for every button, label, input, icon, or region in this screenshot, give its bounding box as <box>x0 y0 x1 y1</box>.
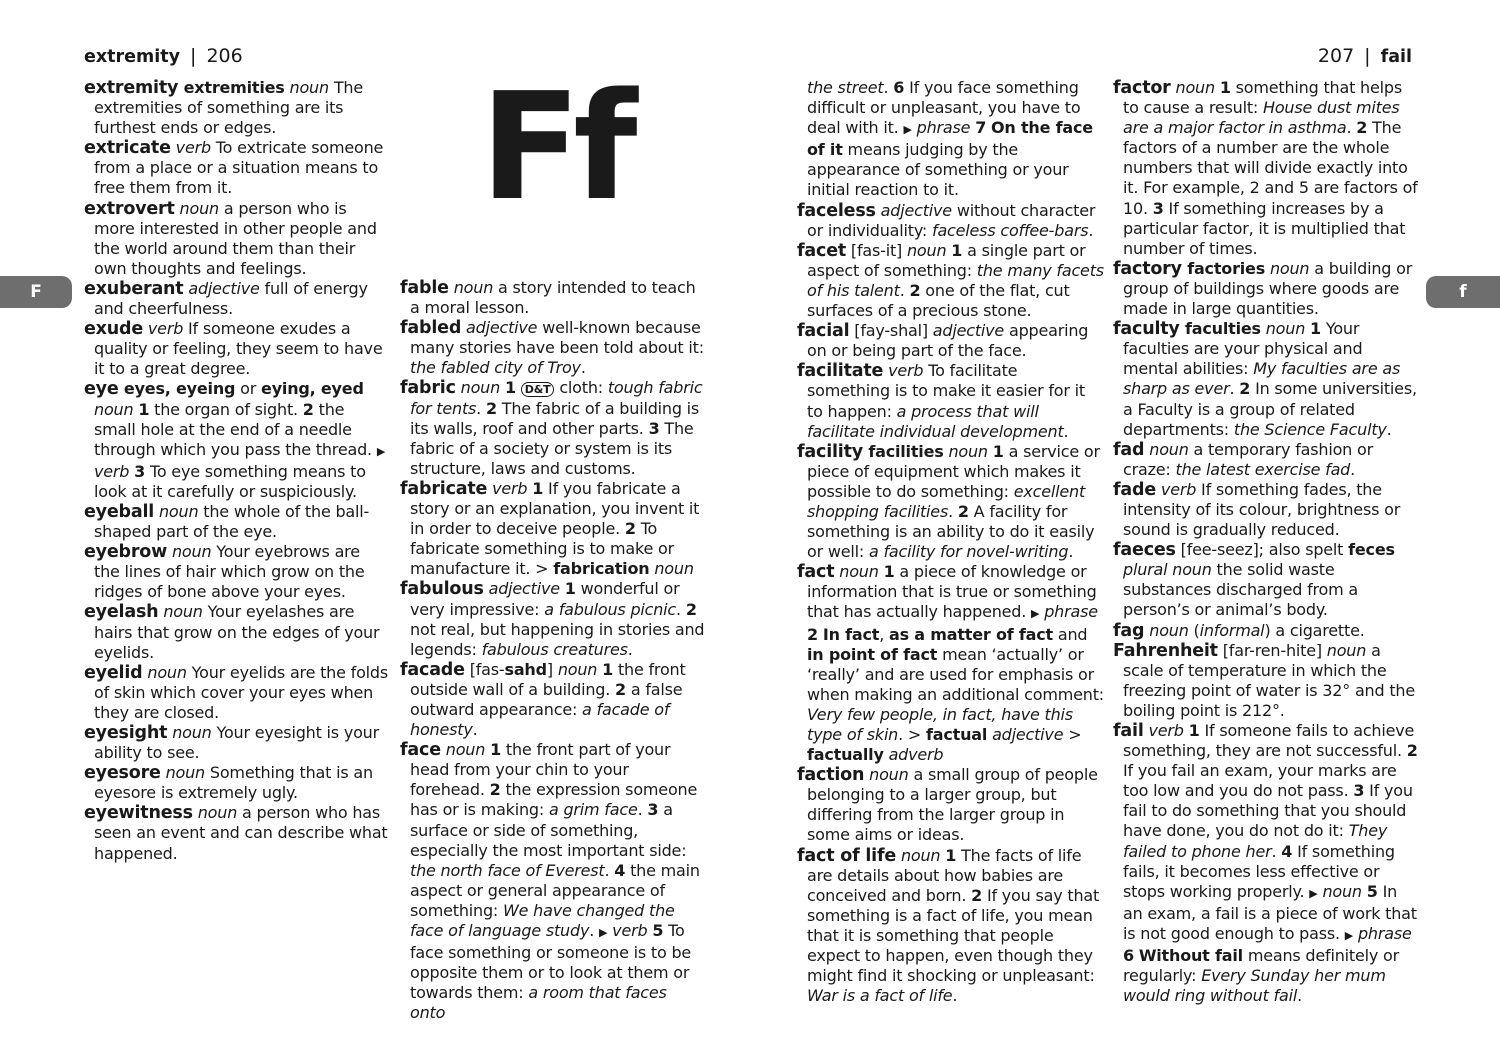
italic-text: noun <box>839 562 879 582</box>
entry-headword: fact <box>797 562 835 583</box>
italic-text: noun <box>197 803 238 823</box>
dictionary-entry: fabled adjective well-known because many stories have been told about it: the fabled city of Troy. <box>400 318 704 378</box>
entry-headword: fabulous <box>400 579 484 600</box>
sense-number: 1 <box>992 441 1004 461</box>
italic-text: noun <box>1322 881 1362 901</box>
italic-text: a facade of honesty <box>410 699 670 740</box>
entry-headword: facet <box>797 240 847 261</box>
arrow-icon: ▶ <box>599 926 608 939</box>
entry-headword: fade <box>1113 479 1157 500</box>
dictionary-entry: eyewitness noun a person who has seen an event and can describe what happened. <box>84 803 388 863</box>
dictionary-entry: facilitate verb To facilitate something is to make it easier for it to happen: a process that will facilitate individual development. <box>797 361 1085 441</box>
sense-number: 2 <box>489 780 501 800</box>
sense-number: 3 <box>647 800 659 820</box>
italic-text: noun <box>147 662 187 682</box>
dictionary-entry: eyelash noun Your eyelashes are hairs that grow on the edges of your eyelids. <box>84 602 380 662</box>
entry-headword: fable <box>400 278 449 298</box>
dictionary-entry: fag noun (informal) a cigarette. <box>1113 620 1365 641</box>
entry-headword: Fahrenheit <box>1113 640 1218 661</box>
entry-headword: eyelid <box>84 662 143 683</box>
sense-number: 2 <box>1239 379 1251 399</box>
inflection-bold: feces <box>1348 540 1395 560</box>
inflection-bold: eyes, eyeing <box>118 379 236 399</box>
italic-text: noun <box>171 542 212 562</box>
dictionary-entry: fail verb 1 If someone fails to achieve something, they are not successful. 2 If you fail an exam, your marks are too low and you do not pass. 3 If you fail to do something that you should have done, you do not do it: They failed to phone her. 4 If something fails, it becomes less effective or stops working properly. ▶ noun 5 In an exam, a fail is a piece of work that is not good enough to pass. ▶ phrase 6 Without fail means definitely or regularly: Every Sunday her mum would ring without fail. <box>1113 721 1418 1006</box>
italic-text: verb <box>147 319 184 339</box>
italic-text: They failed to phone her <box>1123 821 1388 861</box>
entry-headword: faceless <box>797 200 876 221</box>
italic-text: adverb <box>888 745 944 765</box>
inflection-bold: factual <box>926 725 988 744</box>
italic-text: noun <box>1269 258 1310 278</box>
italic-text: a grim face <box>548 800 638 820</box>
sense-number: 1 <box>1219 78 1231 97</box>
dictionary-entry: eyelid noun Your eyelids are the folds of skin which cover your eyes when they are closed. <box>84 662 389 722</box>
inflection-bold: in point of fact <box>807 644 938 664</box>
entry-headword: eyewitness <box>84 803 193 824</box>
sense-number: 2 <box>302 399 314 419</box>
entry-headword: faeces <box>1113 540 1176 561</box>
sense-number: 2 <box>615 679 626 699</box>
italic-text: noun <box>460 378 501 398</box>
inflection-bold: On the face of it <box>807 118 1093 160</box>
dictionary-entry: faeces [fee-seez]; also spelt feces plural noun the solid waste substances discharged from a person’s or animal’s body. <box>1113 540 1395 620</box>
italic-text: adjective <box>992 725 1064 744</box>
italic-text: the Science Faculty <box>1233 419 1387 439</box>
entry-headword: eye <box>84 379 119 400</box>
entry-headword: factory <box>1113 258 1182 279</box>
entry-headword: eyelash <box>84 602 159 623</box>
italic-text: War is a fact of life <box>807 986 953 1006</box>
inflection-bold: facilities <box>862 441 944 461</box>
italic-text: verb <box>94 461 130 481</box>
sense-number: 3 <box>648 418 660 438</box>
entry-headword: faction <box>797 765 865 786</box>
entry-headword: eyebrow <box>84 542 168 563</box>
italic-text: adjective <box>880 200 952 220</box>
italic-text: phrase <box>1357 923 1412 943</box>
italic-text: Every Sunday her mum would ring without fail <box>1123 966 1386 1006</box>
italic-text: noun <box>1175 78 1215 97</box>
dictionary-entry: faction noun a small group of people belonging to a larger group, but differing from the larger group in some aims or ideas. <box>797 765 1098 845</box>
dictionary-entry: exuberant adjective full of energy and cheerfulness. <box>84 278 368 319</box>
dictionary-entry: extricate verb To extricate someone from a place or a situation means to free them from it. <box>84 138 384 198</box>
italic-text: verb <box>612 921 648 940</box>
sense-number: 1 <box>1310 319 1321 339</box>
sense-number: 6 <box>893 78 905 97</box>
entry-headword: extrovert <box>84 198 175 219</box>
sense-number: 2 <box>624 519 636 539</box>
entry-headword: extremity <box>84 78 179 98</box>
inflection-bold: factories <box>1181 258 1266 278</box>
entry-headword: eyesore <box>84 763 161 784</box>
subject-label: D&T <box>521 382 555 397</box>
italic-text: tough fabric for tents <box>410 378 703 418</box>
dictionary-entry: factor noun 1 something that helps to cause a result: House dust mites are a major factor in asthma. 2 The factors of a number are the whole numbers that will divide exactly into it. For example, 2 and 5 are factors of 10. 3 If something increases by a particular factor, it is multiplied that number of times. <box>1113 78 1418 258</box>
dictionary-column-2 <box>400 278 706 1023</box>
entry-headword: exude <box>84 319 144 340</box>
italic-text: noun <box>948 441 988 461</box>
italic-text: adjective <box>932 321 1005 341</box>
inflection-bold: as a matter of fact <box>889 624 1053 644</box>
dictionary-column-1 <box>84 78 390 864</box>
arrow-icon: ▶ <box>1309 886 1318 900</box>
italic-text: faceless coffee-bars <box>932 220 1089 240</box>
dictionary-entry: faculty faculties noun 1 Your faculties are your physical and mental abilities: My faculties are as sharp as ever. 2 In some universities, a Faculty is a group of related departments: the Science Faculty. <box>1113 319 1417 439</box>
entry-headword: fabricate <box>400 478 488 499</box>
dictionary-entry: eyesight noun Your eyesight is your ability to see. <box>84 723 379 763</box>
dictionary-entry: fabulous adjective 1 wonderful or very impressive: a fabulous picnic. 2 not real, but happening in stories and legends: fabulous creatures. <box>400 579 705 659</box>
inflection-bold: extremities <box>178 78 285 97</box>
italic-text: noun <box>289 78 329 97</box>
sense-number: 7 <box>975 118 987 138</box>
italic-text: fabulous creatures <box>481 639 628 659</box>
sense-number: 3 <box>1152 198 1164 218</box>
italic-text: noun <box>163 602 203 622</box>
sense-number: 5 <box>1366 881 1378 901</box>
sense-number: 3 <box>134 461 146 481</box>
italic-text: phrase <box>916 118 971 138</box>
sense-number: 4 <box>1281 841 1293 861</box>
running-head-left <box>84 44 243 69</box>
entry-headword: fail <box>1113 721 1144 741</box>
italic-text: excellent shopping facilities <box>807 481 1086 521</box>
italic-text: noun <box>165 763 205 783</box>
sense-number: 2 <box>957 501 969 521</box>
entry-headword: fabled <box>400 318 462 339</box>
italic-text: noun <box>172 723 212 742</box>
dictionary-column-4 <box>1113 78 1421 1006</box>
entry-headword: facility <box>797 441 863 462</box>
inflection-bold: sahd <box>504 659 547 679</box>
italic-text: noun <box>453 278 494 297</box>
sense-number: 2 <box>1356 118 1368 138</box>
italic-text: noun <box>1149 620 1189 640</box>
dictionary-entry: fact of life noun 1 The facts of life are details about how babies are conceived and born. 2 If you say that something is a fact of life, you mean that it is something that people expect to happen, even though they might find it shocking or unpleasant: War is a fact of life. <box>797 845 1100 1006</box>
sense-number: 2 <box>807 624 818 644</box>
sense-number: 4 <box>614 860 626 880</box>
italic-text: the latest exercise fad <box>1175 459 1351 479</box>
italic-text: adjective <box>488 579 560 599</box>
dictionary-column-3 <box>797 78 1105 1006</box>
italic-text: a process that will facilitate individual development <box>807 401 1064 441</box>
inflection-bold: In fact <box>822 624 880 644</box>
italic-text: noun <box>94 399 134 419</box>
arrow-icon: ▶ <box>1344 928 1354 942</box>
entry-headword: factor <box>1113 78 1171 98</box>
sense-number: 1 <box>951 240 963 260</box>
sense-number: 2 <box>1406 741 1418 761</box>
entry-headword: fabric <box>400 378 456 399</box>
dictionary-entry: the street. 6 If you face something difficult or unpleasant, you have to deal with it. ▶ phrase 7 On the face of it means judging by the appearance of something or your initial reaction to it. <box>807 78 1093 200</box>
italic-text: verb <box>1160 479 1197 499</box>
entry-headword: extricate <box>84 138 171 159</box>
dictionary-entry: exude verb If someone exudes a quality or feeling, they seem to have it to a great degree. <box>84 319 383 379</box>
dictionary-entry: facade [fas-sahd] noun 1 the front outside wall of a building. 2 a false outward appearance: a facade of honesty. <box>400 659 686 740</box>
section-letter: Ff <box>480 61 630 233</box>
italic-text: noun <box>900 845 941 865</box>
page-number: 206 <box>206 45 243 67</box>
entry-headword: eyesight <box>84 723 168 743</box>
arrow-icon: ▶ <box>376 444 386 458</box>
italic-text: verb <box>888 361 924 381</box>
sense-number: 1 <box>504 378 516 398</box>
sense-number: 2 <box>485 398 497 418</box>
italic-text: a room that faces onto <box>410 983 667 1023</box>
dictionary-entry: fad noun a temporary fashion or craze: the latest exercise fad. <box>1113 439 1373 479</box>
entry-headword: facial <box>797 321 850 342</box>
sense-number: 1 <box>138 399 150 419</box>
dictionary-entry: extremity extremities noun The extremities of something are its furthest ends or edges. <box>84 78 363 138</box>
italic-text: adjective <box>188 278 260 298</box>
header-separator: | <box>1364 45 1371 67</box>
sense-number: 1 <box>883 562 895 582</box>
italic-text: House dust mites are a major factor in asthma <box>1123 98 1400 138</box>
italic-text: adjective <box>466 318 538 338</box>
italic-text: My faculties are as sharp as ever <box>1123 359 1401 399</box>
sense-number: 1 <box>490 740 502 760</box>
dictionary-entry: fade verb If something fades, the intensity of its colour, brightness or sound is gradually reduced. <box>1113 479 1401 540</box>
header-separator: | <box>190 45 197 67</box>
dictionary-entry: extrovert noun a person who is more interested in other people and the world around them than their own thoughts and feelings. <box>84 198 377 278</box>
inflection-bold: fabrication <box>553 559 650 579</box>
entry-headword: face <box>400 740 441 761</box>
dictionary-entry: eyesore noun Something that is an eyesore is extremely ugly. <box>84 763 373 803</box>
sense-number: 1 <box>1188 721 1200 740</box>
sense-number: 2 <box>909 280 921 300</box>
italic-text: the street <box>807 78 884 97</box>
italic-text: phrase <box>1044 602 1098 622</box>
italic-text: a facility for novel-writing <box>868 542 1069 562</box>
dictionary-entry: facility facilities noun 1 a service or piece of equipment which makes it possible to do something: excellent shopping facilities. 2 A facility for something is an ability to do it easily or well: a facility for novel-writing. <box>797 441 1100 562</box>
inflection-bold: Without fail <box>1138 946 1243 966</box>
dictionary-entry: eyebrow noun Your eyebrows are the lines of hair which grow on the ridges of bone above your eyes. <box>84 542 365 602</box>
italic-text: noun <box>1265 319 1306 339</box>
entry-headword: exuberant <box>84 278 184 299</box>
italic-text: verb <box>175 138 211 158</box>
italic-text: the many facets of his talent <box>807 260 1104 300</box>
sense-number: 1 <box>945 845 957 865</box>
sense-number: 2 <box>685 599 697 619</box>
italic-text: noun <box>906 240 947 260</box>
dictionary-entry: faceless adjective without character or individuality: faceless coffee-bars. <box>797 200 1096 240</box>
sense-number: 5 <box>652 921 664 940</box>
italic-text: informal <box>1199 620 1265 640</box>
dictionary-entry: facial [fay-shal] adjective appearing on or being part of the face. <box>797 321 1089 361</box>
header-headword: extremity <box>84 47 181 67</box>
italic-text: verb <box>492 478 528 498</box>
entry-headword: facade <box>400 659 465 680</box>
entry-headword: facilitate <box>797 361 884 382</box>
italic-text: noun <box>557 659 598 679</box>
italic-text: Very few people, in fact, have this type of skin <box>807 704 1073 744</box>
sense-number: 6 <box>1123 946 1134 966</box>
running-head-right <box>1318 44 1412 69</box>
dictionary-entry: facet [fas-it] noun 1 a single part or aspect of something: the many facets of his talent. 2 one of the flat, cut surfaces of a precious stone. <box>797 240 1104 321</box>
thumb-index-tab-right: f <box>1426 276 1500 308</box>
sense-number: 2 <box>971 885 983 905</box>
page-number: 207 <box>1317 45 1355 67</box>
arrow-icon: ▶ <box>903 123 912 137</box>
italic-text: noun <box>158 501 199 521</box>
italic-text: verb <box>1148 721 1184 740</box>
dictionary-entry: fabric noun 1 D&T cloth: tough fabric for tents. 2 The fabric of a building is its walls, roof and other parts. 3 The fabric of a society or system is its structure, laws and customs. <box>400 378 703 478</box>
sense-number: 1 <box>602 659 614 679</box>
entry-headword: eyeball <box>84 501 155 522</box>
italic-text: noun <box>869 765 909 785</box>
dictionary-entry: factory factories noun a building or group of buildings where goods are made in large quantities. <box>1113 258 1413 319</box>
italic-text: noun <box>445 740 486 760</box>
dictionary-entry: eyeball noun the whole of the ball-shaped part of the eye. <box>84 501 370 542</box>
dictionary-entry: fabricate verb 1 If you fabricate a story or an explanation, you invent it in order to deceive people. 2 To fabricate something is to make or manufacture it. > fabrication noun <box>400 478 700 579</box>
entry-headword: fad <box>1113 439 1145 460</box>
italic-text: a fabulous picnic <box>544 599 677 619</box>
arrow-icon: ▶ <box>1031 607 1040 621</box>
dictionary-entry: face noun 1 the front part of your head from your chin to your forehead. 2 the expression someone has or is making: a grim face. 3 a surface or side of something, especially the most important side: the north face of Everest. 4 the main aspect or general appearance of something: We have changed the face of language study. ▶ verb 5 To face something or someone is to be opposite them or to look at them or towards them: a room that faces onto <box>400 740 700 1023</box>
dictionary-entry: eye eyes, eyeing or eying, eyed noun 1 the organ of sight. 2 the small hole at the end of a needle through which you pass the thread. ▶ verb 3 To eye something means to look at it carefully or suspiciously. <box>84 379 386 501</box>
dictionary-entry: Fahrenheit [far-ren-hite] noun a scale of temperature in which the freezing point of water is 32° and the boiling point is 212°. <box>1113 640 1416 720</box>
inflection-bold: factually <box>807 745 884 765</box>
dictionary-entry: fact noun 1 a piece of knowledge or information that is true or something that has actually happened. ▶ phrase 2 In fact, as a matter of fact and in point of fact mean ‘actually’ or ‘really’ and are used for emphasis or when making an additional comment: Very few people, in fact, have this type of skin. > factual adjective > factually adverb <box>797 562 1104 765</box>
entry-headword: fag <box>1113 620 1145 641</box>
sense-number: 3 <box>1353 781 1365 801</box>
sense-number: 1 <box>532 478 544 498</box>
italic-text: plural noun <box>1123 560 1212 580</box>
entry-headword: fact of life <box>797 845 897 866</box>
entry-headword: faculty <box>1113 319 1180 340</box>
dictionary-entry: fable noun a story intended to teach a moral lesson. <box>400 278 696 318</box>
header-headword: fail <box>1380 47 1412 67</box>
italic-text: noun <box>1326 640 1367 660</box>
inflection-bold: eying, eyed <box>261 379 364 399</box>
italic-text: noun <box>179 198 219 218</box>
italic-text: the fabled city of Troy <box>410 358 581 378</box>
inflection-bold: faculties <box>1179 319 1261 339</box>
italic-text: We have changed the face of language study <box>410 900 675 940</box>
thumb-index-tab-left: F <box>0 276 72 308</box>
italic-text: the north face of Everest <box>410 860 605 880</box>
italic-text: noun <box>1149 439 1189 459</box>
italic-text: noun <box>654 559 694 579</box>
sense-number: 1 <box>564 579 576 599</box>
